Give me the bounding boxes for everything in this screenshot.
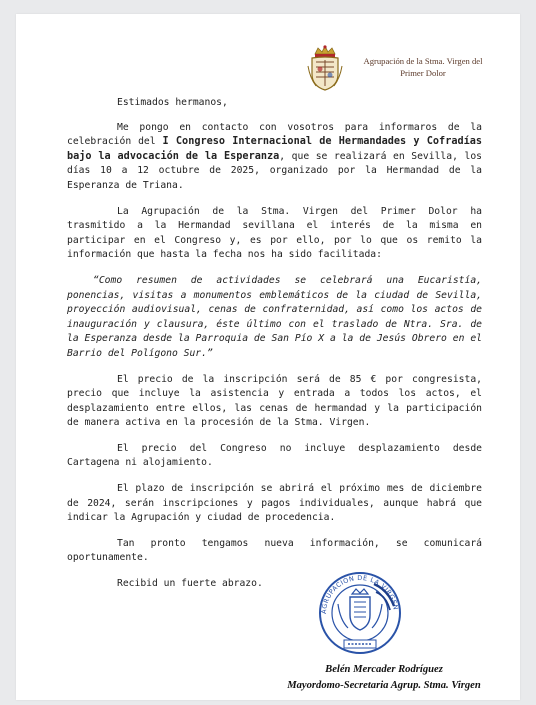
official-seal-icon [314,570,406,656]
organization-name [353,55,493,79]
activities-quote: “Como resumen de actividades se celebrará una Eucaristía, ponencias, visitas a monumentos emblemáticos de la ciudad de Sevilla, proyección audiovisual, cenas de confraternidad, así como los actos de inauguración y clausura, éste último con el traslado de Ntra. Sra. de la Esperanza desde la Parroquia de San Pío X a la de Jesús Obrero en el Barrio del Polígono Sur.” [67,274,482,359]
paragraph-1-rest: , que se realizará en Sevilla, los días 10 a 12 octubre de 2025, organizado por la Hermandad de la Esperanza de Triana. [67,150,482,191]
svg-text:AGRUPACION DE LA VIRGEN: AGRUPACION DE LA VIRGEN [319,573,400,615]
congress-title: I Congreso Internacional de Hermandades y Cofradías bajo la advocación de la Esperanza [67,136,482,162]
heraldic-crest-icon [306,44,344,92]
paragraph-1-intro: Me pongo en contacto con vosotros para informaros de la celebración del [67,121,482,148]
paragraph-exclusions: El precio del Congreso no incluye desplazamiento desde Cartagena ni alojamiento. [67,442,482,469]
paragraph-info: Tan pronto tengamos nueva información, se comunicará oportunamente. [67,537,482,564]
paragraph-price: El precio de la inscripción será de 85 € por congresista, precio que incluye la asistencia y entrada a todos los actos, el desplazamiento entre ellos, las cenas de hermandad y la participación de manera activa en la procesión de la Stma. Virgen. [67,373,482,429]
org-name-line-2: Primer Dolor [400,68,446,78]
paragraph-1 [67,121,482,194]
closing: Recibid un fuerte abrazo. [117,578,263,590]
salutation: Estimados hermanos, [117,97,228,108]
paragraph-2: La Agrupación de la Stma. Virgen del Primer Dolor ha trasmitido a la Hermandad sevillana el interés de la misma en participar en el Congreso y, es por ello, por lo que os remito la información que hasta la fecha nos ha sido facilitada: [67,205,482,261]
signatory-name: Belén Mercader Rodríguez [325,664,443,675]
paragraph-registration: El plazo de inscripción se abrirá el próximo mes de diciembre de 2024, serán inscripciones y pagos individuales, aunque habrá que indicar la Agrupación y ciudad de procedencia. [67,483,482,524]
letter-body [67,96,482,603]
signatory-role: Mayordomo-Secretaria Agrup. Stma. Virgen [287,680,481,691]
org-name-line-1: Agrupación de la Stma. Virgen del [363,56,483,66]
letter-page [16,14,520,700]
signature-block [264,662,504,694]
